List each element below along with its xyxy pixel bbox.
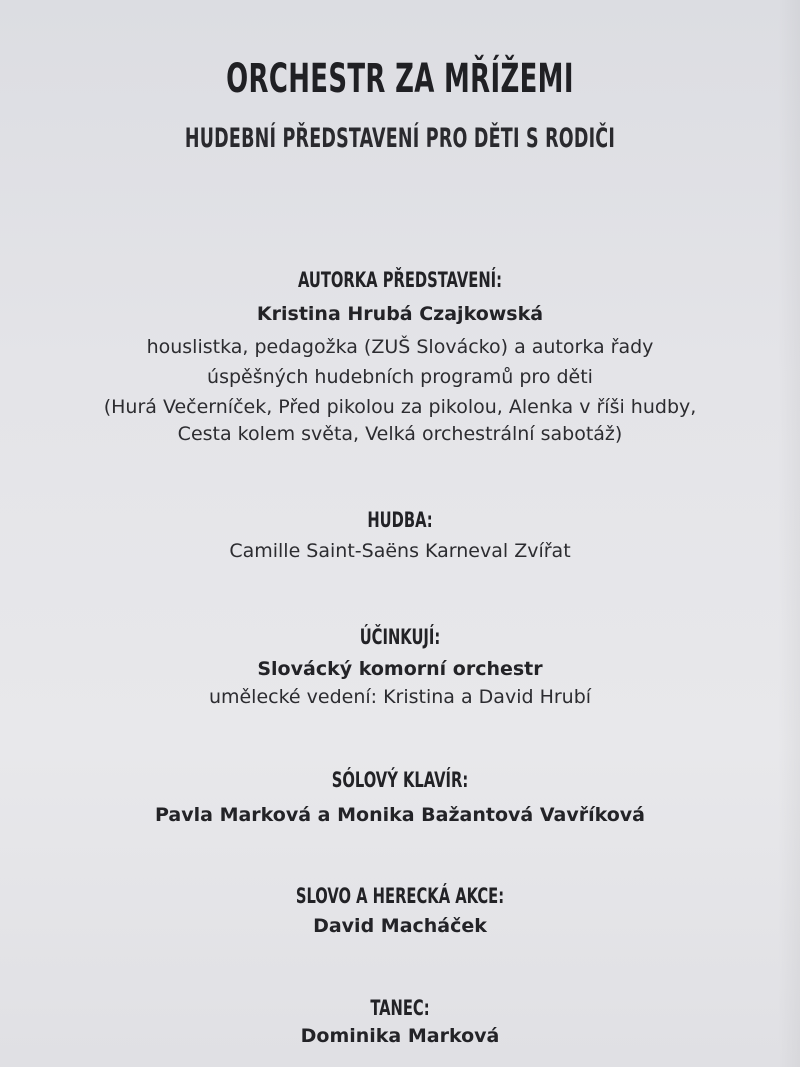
author-description-line-3: (Hurá Večerníček, Před pikolou za pikolou, Alenka v říši hudby, [103, 396, 697, 418]
solo-piano-heading: SÓLOVÝ KLAVÍR: [331, 768, 469, 792]
author-name: Kristina Hrubá Czajkowská [256, 303, 544, 325]
artistic-direction: umělecké vedení: Kristina a David Hrubí [208, 686, 592, 708]
music-heading: HUDBA: [367, 508, 433, 532]
author-description-line-2: úspěšných hudebních programů pro děti [207, 366, 593, 388]
music-composition: Camille Saint-Saëns Karneval Zvířat [229, 540, 571, 562]
author-description-line-4: Cesta kolem světa, Velká orchestrální sabotáž) [177, 423, 623, 445]
author-heading: AUTORKA PŘEDSTAVENÍ: [297, 268, 503, 292]
program-title: ORCHESTR ZA MŘÍŽEMI [226, 56, 574, 102]
program-subtitle: HUDEBNÍ PŘEDSTAVENÍ PRO DĚTI S RODIČI [184, 123, 616, 154]
narration-heading: SLOVO A HERECKÁ AKCE: [295, 884, 505, 908]
page-edge-shadow [778, 0, 800, 1067]
orchestra-name: Slovácký komorní orchestr [257, 658, 543, 680]
performers-heading: ÚČINKUJÍ: [359, 625, 441, 649]
dancer-name: Dominika Marková [300, 1025, 500, 1047]
dance-heading: TANEC: [370, 996, 430, 1020]
pianists-names: Pavla Marková a Monika Bažantová Vavříková [155, 804, 645, 826]
author-description-line-1: houslistka, pedagožka (ZUŠ Slovácko) a autorka řady [146, 336, 654, 358]
narrator-name: David Macháček [313, 915, 487, 937]
